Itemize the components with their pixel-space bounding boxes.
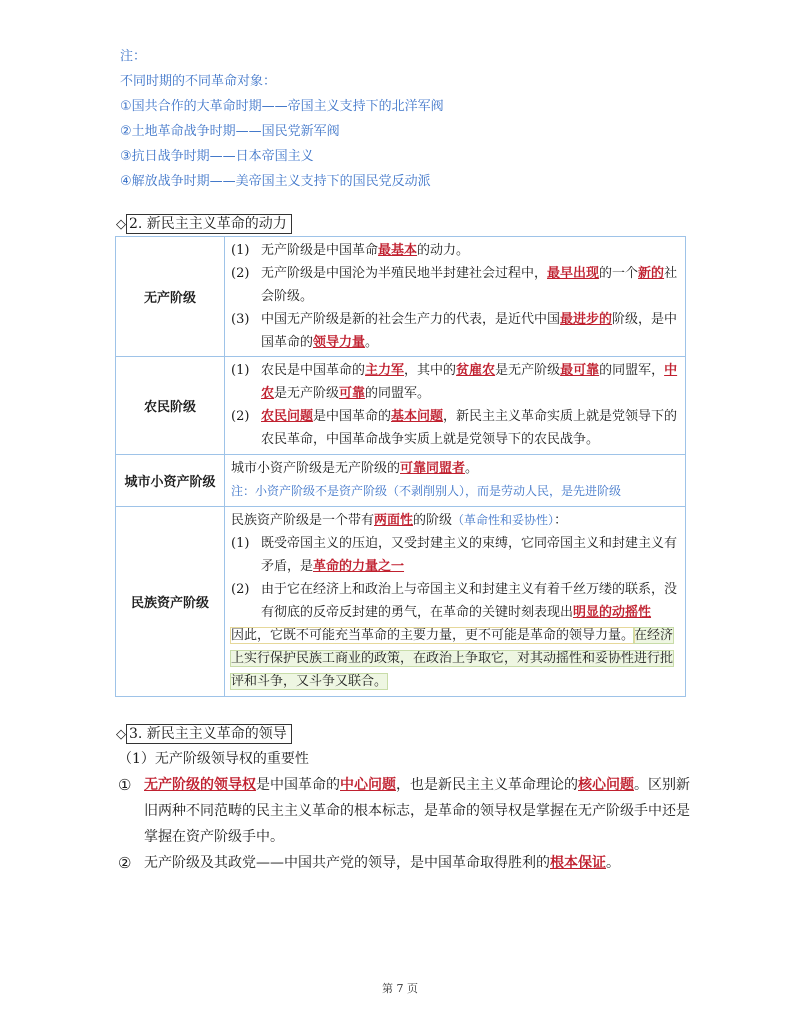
- row-content-national: 民族资产阶级是一个带有两面性的阶级（革命性和妥协性）： (1) 既受帝国主义的压迫，又受封建主义的束缚，它同帝国主义和封建主义有矛盾，是革命的力量之一 (2) 由于它在经济上和政治上与帝国主义和封建主义有着千丝万缕的联系，没有彻底的反帝反封建的勇气，在革命的关键时刻表现出明显的动摇性 因此，它既不可能充当革命的主要力量，更不可能是革命的领导力量。在经济上实行保护民族工商业的政策，在政治上争取它，对其动摇性和妥协性进行批评和斗争，又斗争又联合。: [225, 507, 686, 697]
- note-item: ③抗日战争时期——日本帝国主义: [120, 149, 314, 164]
- paragraph: ② 无产阶级及其政党——中国共产党的领导，是中国革命取得胜利的根本保证。: [118, 854, 620, 872]
- diamond-icon: ◇: [116, 216, 126, 232]
- list-item: (2) 由于它在经济上和政治上与帝国主义和封建主义有着千丝万缕的联系，没有彻底的反帝反封建的勇气，在革命的关键时刻表现出明显的动摇性: [231, 582, 678, 620]
- section3-heading: [116, 724, 292, 744]
- table-row: [116, 357, 686, 455]
- row-label-petty: 城市小资产阶级: [116, 455, 225, 507]
- note-item: ④解放战争时期——美帝国主义支持下的国民党反动派: [120, 174, 431, 189]
- diamond-icon: ◇: [116, 726, 126, 742]
- section3-heading-text: 3. 新民主主义革命的领导: [126, 724, 292, 744]
- list-item: (3) 中国无产阶级是新的社会生产力的代表，是近代中国最进步的阶级，是中国革命的领导力量。: [231, 312, 678, 350]
- note-title: 注：: [120, 49, 147, 64]
- list-item: (1) 农民是中国革命的主力军，其中的贫雇农是无产阶级最可靠的同盟军，中农是无产阶级可靠的同盟军。: [231, 363, 678, 401]
- note-item: ①国共合作的大革命时期——帝国主义支持下的北洋军阀: [120, 99, 444, 114]
- section2-heading: [116, 214, 292, 234]
- row-content-proletariat: [225, 237, 686, 357]
- row-content-peasant: [225, 357, 686, 455]
- petty-note: 注：小资产阶级不是资产阶级（不剥削别人），而是劳动人民，是先进阶级: [231, 484, 622, 498]
- table-row: [116, 507, 686, 697]
- note-item: ②土地革命战争时期——国民党新军阀: [120, 124, 340, 139]
- list-item: (2) 无产阶级是中国沦为半殖民地半封建社会过程中，最早出现的一个新的社会阶级。: [231, 266, 678, 304]
- list-item: (1) 既受帝国主义的压迫，又受封建主义的束缚，它同帝国主义和封建主义有矛盾，是革命的力量之一: [231, 536, 678, 574]
- section3-subheading: （1）无产阶级领导权的重要性: [118, 751, 309, 767]
- page-number: 第 7 页: [382, 982, 418, 995]
- table-row: [116, 455, 686, 507]
- note-subtitle: 不同时期的不同革命对象：: [120, 74, 277, 89]
- list-item: (2) 农民问题是中国革命的基本问题，新民主主义革命实质上就是党领导下的农民革命，中国革命战争实质上就是党领导下的农民战争。: [231, 409, 678, 447]
- row-label-proletariat: 无产阶级: [116, 237, 225, 357]
- row-label-peasant: 农民阶级: [116, 357, 225, 455]
- paragraph: ① 无产阶级的领导权是中国革命的中心问题，也是新民主主义革命理论的核心问题。区别新旧两种不同范畴的民主主义革命的根本标志，是革命的领导权是掌握在无产阶级手中还是掌握在资产阶级手中。: [118, 776, 690, 845]
- note-block: [120, 44, 444, 194]
- row-content-petty: 城市小资产阶级是无产阶级的可靠同盟者。 注：小资产阶级不是资产阶级（不剥削别人），而是劳动人民，是先进阶级: [225, 455, 686, 507]
- section3-body: [118, 746, 698, 876]
- revolution-forces-table: [115, 236, 686, 697]
- section2-heading-text: 2. 新民主主义革命的动力: [126, 214, 292, 234]
- row-label-national: 民族资产阶级: [116, 507, 225, 697]
- table-row: [116, 237, 686, 357]
- list-item: (1) 无产阶级是中国革命最基本的动力。: [231, 243, 470, 258]
